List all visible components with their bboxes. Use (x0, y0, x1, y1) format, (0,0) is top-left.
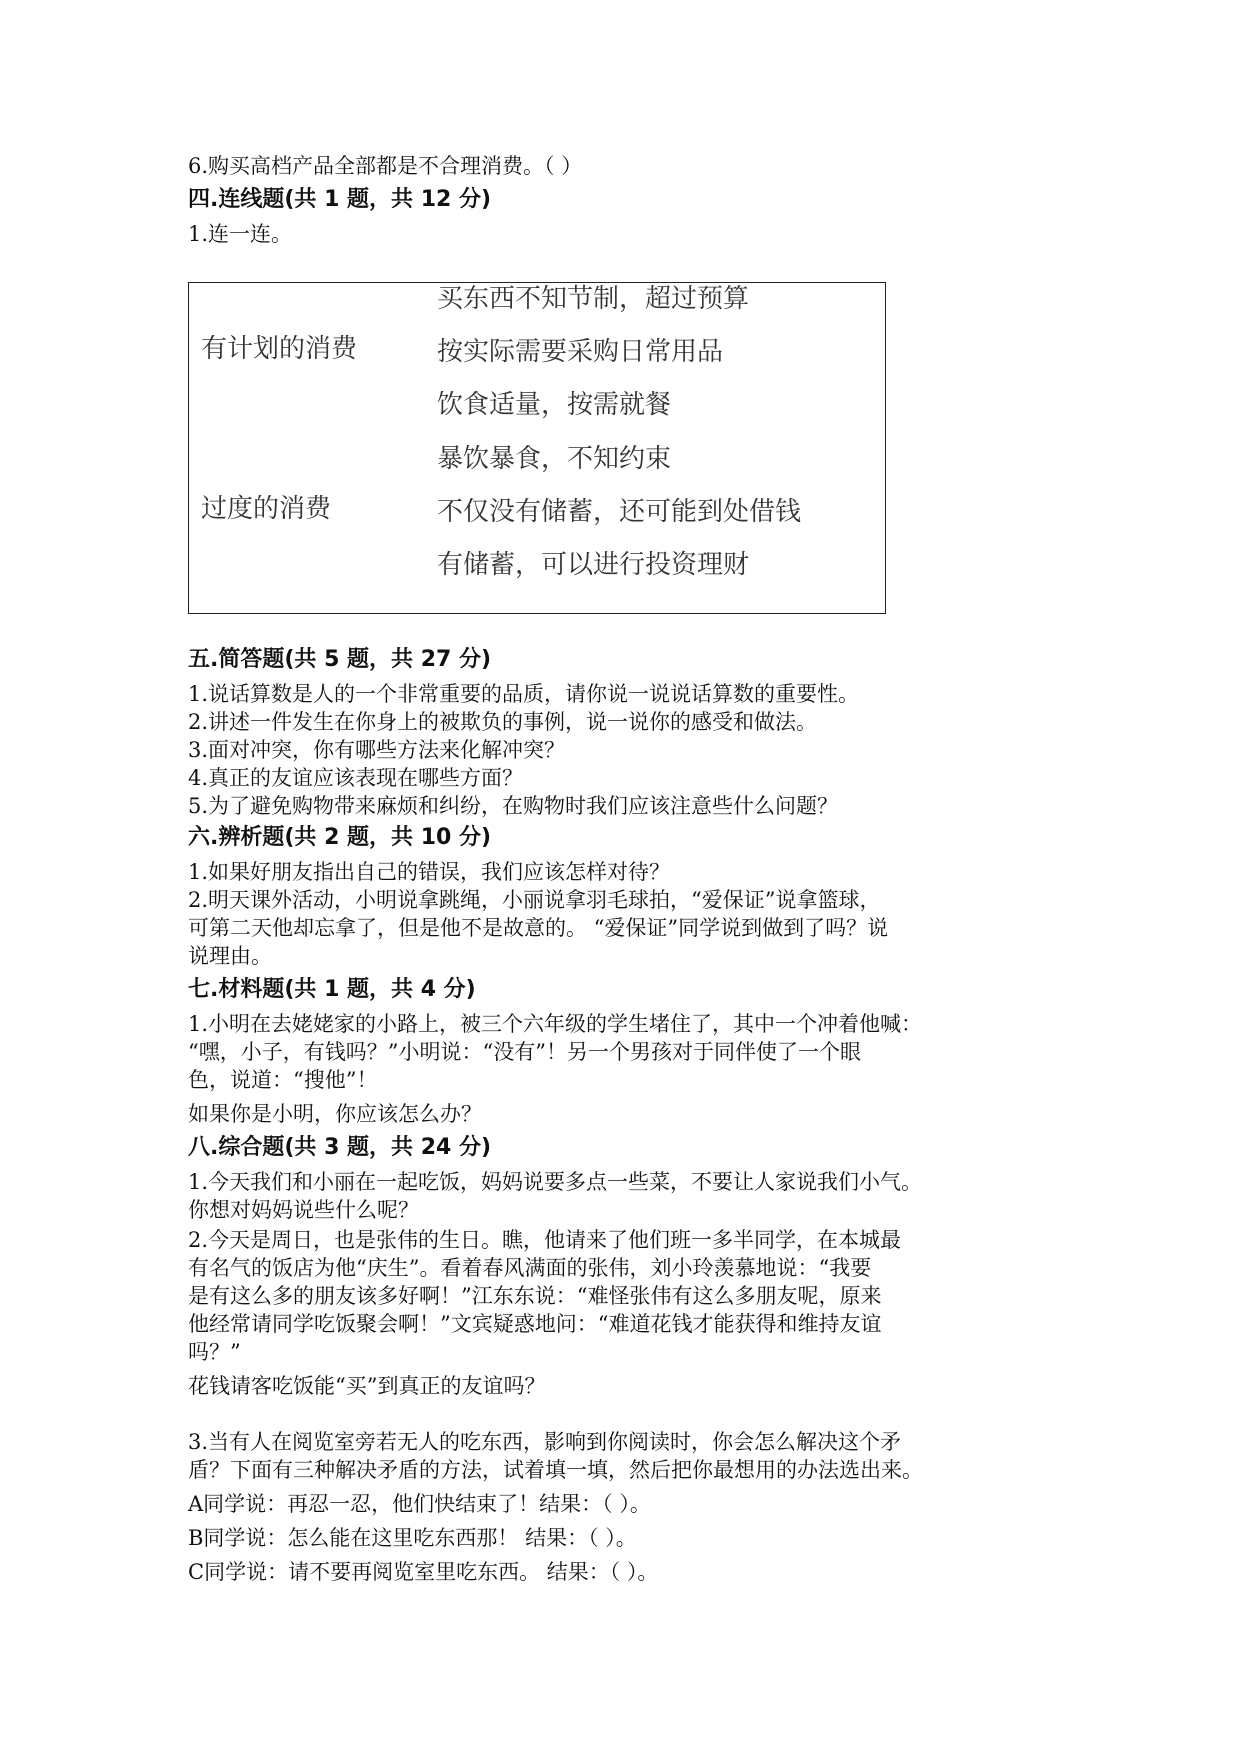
matching-right-item[interactable]: 按实际需要采购日常用品 (437, 337, 724, 367)
matching-right-item[interactable]: 有储蓄，可以进行投资理财 (437, 550, 750, 580)
question-text-line: 可第二天他却忘拿了，但是他不是故意的。 “爱保证”同学说到做到了吗？说 (188, 916, 889, 940)
matching-right-item[interactable]: 不仅没有储蓄，还可能到处借钱 (437, 497, 802, 527)
section-5-heading: 五.简答题(共 5 题，共 27 分) (188, 647, 492, 672)
question-6: 6.购买高档产品全部都是不合理消费。（ ） (188, 154, 583, 178)
question-item: 3.面对冲突，你有哪些方法来化解冲突？ (188, 738, 566, 762)
question-text-line: 他经常请同学吃饭聚会啊！”文宾疑惑地问：“难道花钱才能获得和维持友谊 (188, 1312, 882, 1336)
question-item: 4.真正的友谊应该表现在哪些方面？ (188, 766, 524, 790)
question-item: 1.说话算数是人的一个非常重要的品质，请你说一说说话算数的重要性。 (188, 682, 860, 706)
matching-right-item[interactable]: 饮食适量，按需就餐 (437, 390, 672, 420)
question-text-line: 你想对妈妈说些什么呢？ (188, 1198, 419, 1222)
question-item: 2.讲述一件发生在你身上的被欺负的事例，说一说你的感受和做法。 (188, 710, 818, 734)
answer-option-c: C同学说：请不要再阅览室里吃东西。 结果：（ ）。 (188, 1560, 659, 1584)
question-text-line: “嘿，小子，有钱吗？”小明说：“没有”！另一个男孩对于同伴使了一个眼 (188, 1040, 861, 1064)
question-prompt: 花钱请客吃饭能“买”到真正的友谊吗？ (188, 1374, 546, 1398)
matching-left-item[interactable]: 有计划的消费 (201, 334, 358, 364)
answer-option-a: A同学说：再忍一忍，他们快结束了！结果：（ ）。 (188, 1492, 651, 1516)
question-item: 5.为了避免购物带来麻烦和纠纷，在购物时我们应该注意些什么问题？ (188, 794, 839, 818)
question-text-line: 盾？下面有三种解决矛盾的方法，试着填一填，然后把你最想用的办法选出来。 (188, 1458, 923, 1482)
question-text-line: 是有这么多的朋友该多好啊！”江东东说：“难怪张伟有这么多朋友呢，原来 (188, 1284, 882, 1308)
question-text-line: 2.今天是周日，也是张伟的生日。瞧，他请来了他们班一多半同学，在本城最 (188, 1228, 902, 1252)
section-7-heading: 七.材料题(共 1 题，共 4 分) (188, 977, 476, 1002)
matching-right-item[interactable]: 暴饮暴食，不知约束 (437, 444, 672, 474)
section-6-heading: 六.辨析题(共 2 题，共 10 分) (188, 825, 492, 850)
matching-left-item[interactable]: 过度的消费 (201, 494, 332, 524)
section-8-heading: 八.综合题(共 3 题，共 24 分) (188, 1135, 492, 1160)
question-text-line: 有名气的饭店为他“庆生”。看着春风满面的张伟，刘小玲羡慕地说：“我要 (188, 1256, 872, 1280)
question-text-line: 1.小明在去姥姥家的小路上，被三个六年级的学生堵住了，其中一个冲着他喊： (188, 1012, 923, 1036)
question-text-line: 3.当有人在阅览室旁若无人的吃东西，影响到你阅读时，你会怎么解决这个矛 (188, 1430, 902, 1454)
section-4-heading: 四.连线题(共 1 题，共 12 分) (188, 187, 492, 212)
matching-table (188, 282, 886, 614)
question-text-line: 说理由。 (188, 944, 272, 968)
matching-right-item[interactable]: 买东西不知节制，超过预算 (437, 284, 750, 314)
section-4-question-1: 1.连一连。 (188, 222, 293, 246)
question-prompt: 如果你是小明，你应该怎么办？ (188, 1102, 482, 1126)
question-text-line: 1.今天我们和小丽在一起吃饭，妈妈说要多点一些菜，不要让人家说我们小气。 (188, 1170, 923, 1194)
question-text-line: 吗？” (188, 1340, 241, 1364)
question-text-line: 色，说道：“搜他”！ (188, 1068, 378, 1092)
question-text-line: 2.明天课外活动，小明说拿跳绳，小丽说拿羽毛球拍，“爱保证”说拿篮球， (188, 888, 881, 912)
answer-option-b: B同学说：怎么能在这里吃东西那！ 结果：（ ）。 (188, 1526, 637, 1550)
question-item: 1.如果好朋友指出自己的错误，我们应该怎样对待？ (188, 860, 671, 884)
